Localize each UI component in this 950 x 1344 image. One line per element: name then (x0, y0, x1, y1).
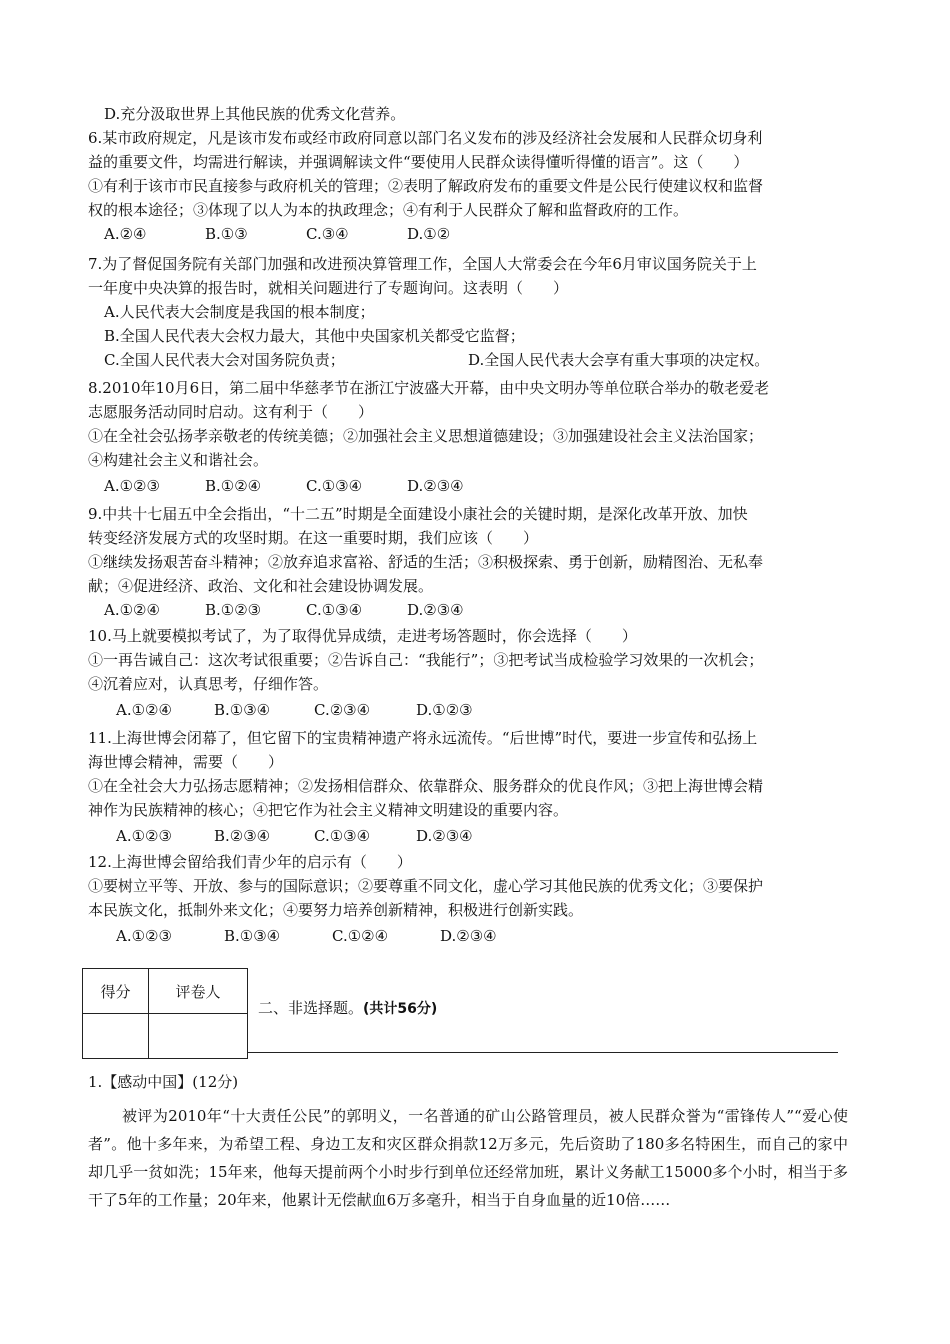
q9-option-a: A.①②④ (104, 601, 160, 619)
q6-option-a: A.②④ (104, 225, 147, 243)
q8-statements-line-2: ④构建社会主义和谐社会。 (88, 451, 269, 469)
q9-statements-line-2: 献；④促进经济、政治、文化和社会建设协调发展。 (88, 577, 434, 595)
q8-stem-line-2: 志愿服务活动同时启动。这有利于（ ） (88, 403, 374, 421)
q5-option-d: D.充分汲取世界上其他民族的优秀文化营养。 (104, 105, 406, 123)
q12-statements-line-1: ①要树立平等、开放、参与的国际意识；②要尊重不同文化，虚心学习其他民族的优秀文化；③要保护 (88, 877, 764, 895)
q11-statements-line-1: ①在全社会大力弘扬志愿精神；②发扬相信群众、依靠群众、服务群众的优良作风；③把上海世博会精 (88, 777, 764, 795)
q11-statements-line-2: 神作为民族精神的核心；④把它作为社会主义精神文明建设的重要内容。 (88, 801, 569, 819)
q8-option-a: A.①②③ (104, 477, 160, 495)
q1-paragraph: 被评为2010年“十大责任公民”的郭明义，一名普通的矿山公路管理员，被人民群众誉为“雷锋传人”“爱心使者”。他十多年来，为希望工程、身边工友和灾区群众捐款12万多元，先后资助了180多名特困生，而自己的家中却几乎一贫如洗；15年来，他每天提前两个小时步行到单位还经常加班，累计义务献工15000多个小时，相当于多干了5年的工作量；20年来，他累计无偿献血6万多毫升，相当于自身血量的近10倍…… (88, 1107, 848, 1209)
q11-option-c: C.①③④ (314, 827, 371, 845)
section-title-text: 二、非选择题。 (258, 999, 364, 1017)
q7-option-c: C.全国人民代表大会对国务院负责； (104, 351, 345, 369)
q8-option-b: B.①②④ (205, 477, 262, 495)
q10-stem: 10.马上就要模拟考试了，为了取得优异成绩，走进考场答题时，你会选择（ ） (88, 627, 637, 645)
q7-option-b: B.全国人民代表大会权力最大，其他中央国家机关都受它监督； (104, 327, 525, 345)
q6-option-b: B.①③ (205, 225, 248, 243)
q6-stem-line-1: 6.某市政府规定，凡是该市发布或经市政府同意以部门名义发布的涉及经济社会发展和人民群众切身利 (88, 129, 763, 147)
q6-stem-line-2: 益的重要文件，均需进行解读，并强调解读文件“要使用人民群众读得懂听得懂的语言”。这（ ） (88, 153, 749, 171)
q12-option-c: C.①②④ (332, 927, 389, 945)
q8-option-c: C.①③④ (306, 477, 363, 495)
q11-option-a: A.①②③ (116, 827, 172, 845)
score-table (82, 968, 248, 1059)
q9-option-c: C.①③④ (306, 601, 363, 619)
q11-option-d: D.②③④ (416, 827, 473, 845)
q8-stem-line-1: 8.2010年10月6日，第二届中华慈孝节在浙江宁波盛大开幕，由中央文明办等单位联合举办的敬老爱老 (88, 379, 770, 397)
q12-stem: 12.上海世博会留给我们青少年的启示有（ ） (88, 853, 412, 871)
section-points: (共计56分) (363, 1001, 438, 1017)
q6-option-c: C.③④ (306, 225, 349, 243)
q12-option-b: B.①③④ (224, 927, 281, 945)
q7-stem-line-2: 一年度中央决算的报告时，就相关问题进行了专题询问。这表明（ ） (88, 279, 569, 297)
q10-statements-line-2: ④沉着应对，认真思考，仔细作答。 (88, 675, 329, 693)
q6-statements-line-2: 权的根本途径；③体现了以人为本的执政理念；④有利于人民群众了解和监督政府的工作。 (88, 201, 689, 219)
q10-option-a: A.①②④ (116, 701, 172, 719)
q10-option-c: C.②③④ (314, 701, 371, 719)
q9-stem-line-1: 9.中共十七届五中全会指出，“十二五”时期是全面建设小康社会的关键时期，是深化改革开放、加快 (88, 505, 748, 523)
q10-statements-line-1: ①一再告诫自己：这次考试很重要；②告诉自己：“我能行”；③把考试当成检验学习效果的一次机会； (88, 651, 764, 669)
section-title (258, 998, 437, 1019)
q7-option-a: A.人民代表大会制度是我国的根本制度； (104, 303, 375, 321)
q12-option-d: D.②③④ (440, 927, 497, 945)
q11-option-b: B.②③④ (214, 827, 271, 845)
q9-option-d: D.②③④ (407, 601, 464, 619)
q6-statements-line-1: ①有利于该市市民直接参与政府机关的管理；②表明了解政府发布的重要文件是公民行使建议权和监督 (88, 177, 764, 195)
score-cell[interactable] (83, 1014, 149, 1059)
q7-stem-line-1: 7.为了督促国务院有关部门加强和改进预决算管理工作，全国人大常委会在今年6月审议国务院关于上 (88, 255, 757, 273)
q9-statements-line-1: ①继续发扬艰苦奋斗精神；②放弃追求富裕、舒适的生活；③积极探索、勇于创新，励精图治、无私奉 (88, 553, 764, 571)
q12-statements-line-2: 本民族文化，抵制外来文化；④要努力培养创新精神，积极进行创新实践。 (88, 901, 584, 919)
q8-statements-line-1: ①在全社会弘扬孝亲敬老的传统美德；②加强社会主义思想道德建设；③加强建设社会主义法治国家； (88, 427, 764, 445)
section-divider (248, 1052, 838, 1053)
q11-stem-line-2: 海世博会精神，需要（ ） (88, 753, 284, 771)
q10-option-b: B.①③④ (214, 701, 271, 719)
q11-stem-line-1: 11.上海世博会闭幕了，但它留下的宝贵精神遗产将永远流传。“后世博”时代，要进一步宣传和弘扬上 (88, 729, 758, 747)
q10-option-d: D.①②③ (416, 701, 473, 719)
q8-option-d: D.②③④ (407, 477, 464, 495)
grader-header: 评卷人 (149, 969, 248, 1014)
q6-option-d: D.①② (407, 225, 451, 243)
q7-option-d: D.全国人民代表大会享有重大事项的决定权。 (468, 351, 770, 369)
q9-stem-line-2: 转变经济发展方式的攻坚时期。在这一重要时期，我们应该（ ） (88, 529, 539, 547)
q1-heading: 1.【感动中国】(12分) (88, 1073, 239, 1091)
grader-cell[interactable] (149, 1014, 248, 1059)
q12-option-a: A.①②③ (116, 927, 172, 945)
q9-option-b: B.①②③ (205, 601, 262, 619)
score-header: 得分 (83, 969, 149, 1014)
